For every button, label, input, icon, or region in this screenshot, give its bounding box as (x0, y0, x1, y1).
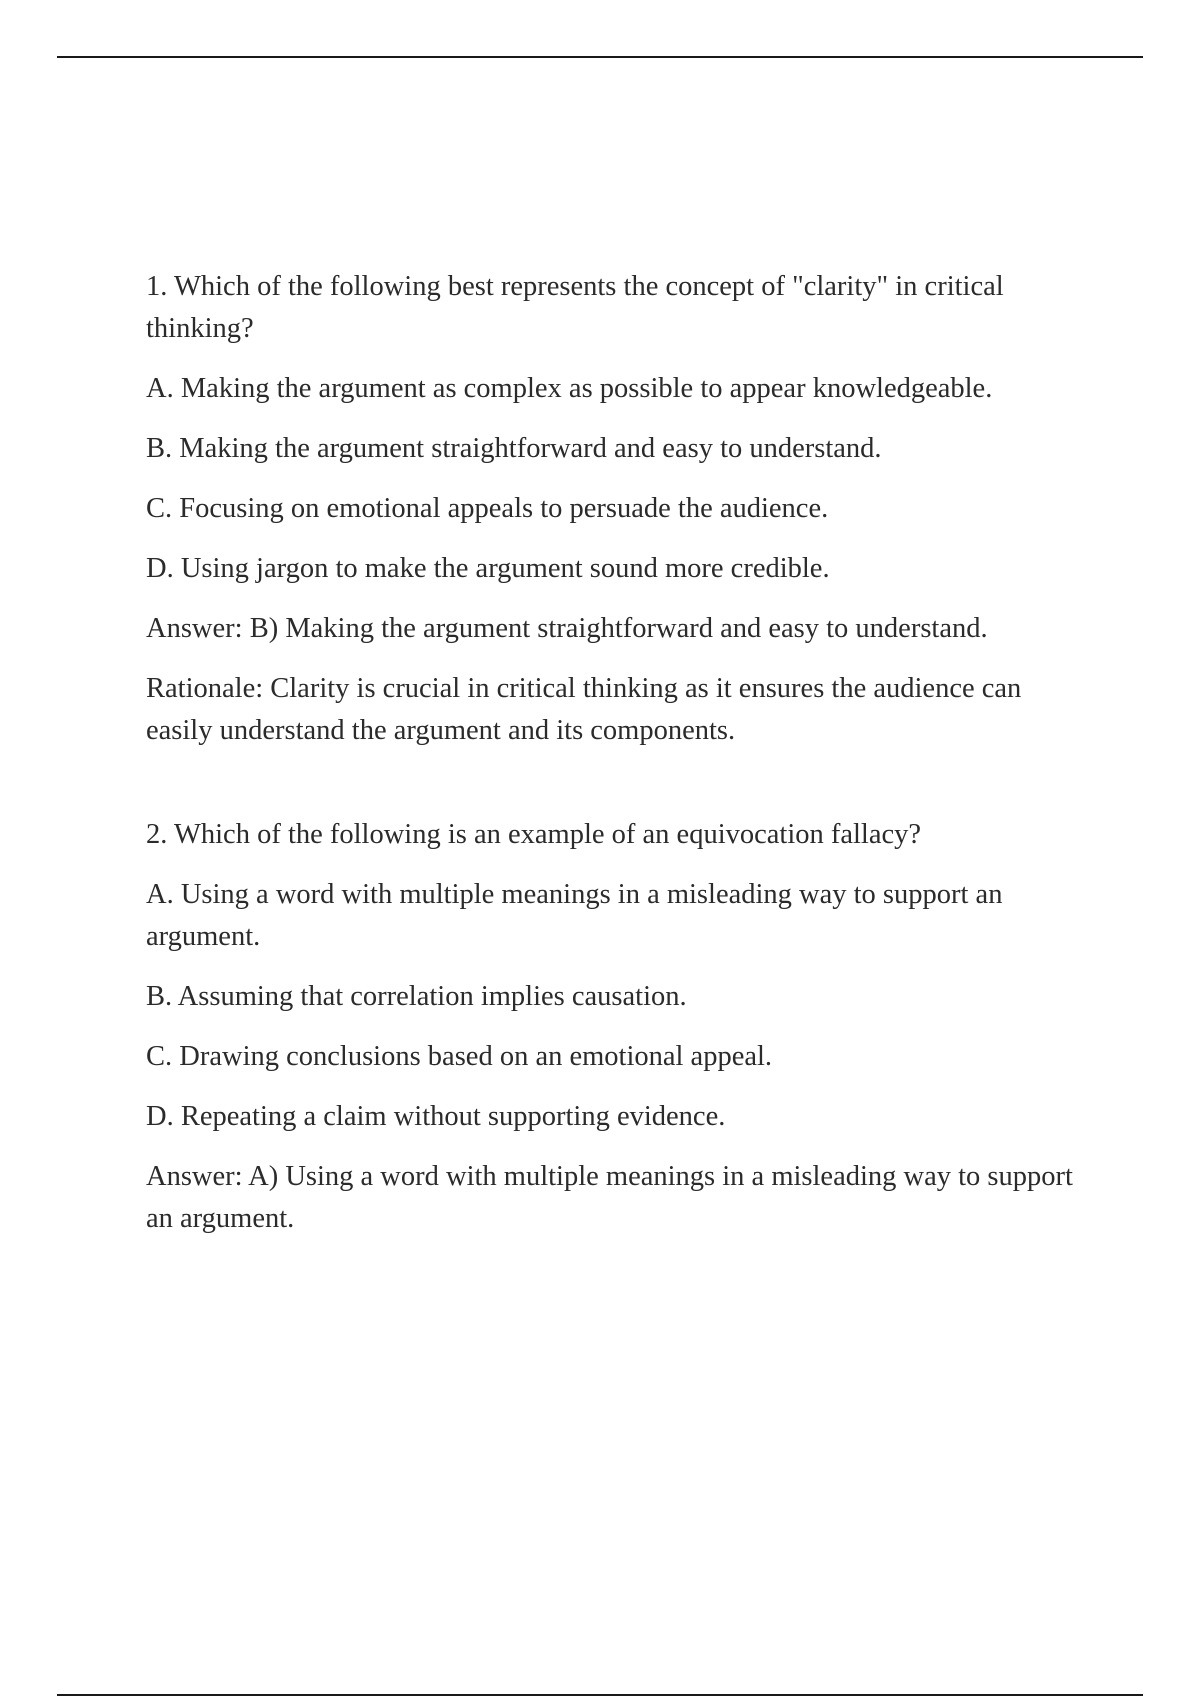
option-b: B. Assuming that correlation implies causation. (146, 981, 687, 1012)
question-text: 2. Which of the following is an example of an equivocation fallacy? (146, 819, 922, 850)
option-d: D. Using jargon to make the argument sound more credible. (146, 553, 830, 584)
option-c: C. Focusing on emotional appeals to persuade the audience. (146, 493, 829, 524)
bottom-divider (57, 1694, 1143, 1696)
question-text: 1. Which of the following best represents the concept of "clarity" in critical thinking? (146, 271, 1004, 344)
answer-text: Answer: B) Making the argument straightforward and easy to understand. (146, 613, 988, 644)
answer-text: Answer: A) Using a word with multiple meanings in a misleading way to support an argument. (146, 1161, 1073, 1234)
option-b: B. Making the argument straightforward and easy to understand. (146, 433, 882, 464)
question-1 (146, 266, 1086, 752)
option-a: A. Using a word with multiple meanings in a misleading way to support an argument. (146, 879, 1003, 952)
option-a: A. Making the argument as complex as possible to appear knowledgeable. (146, 373, 993, 404)
top-divider (57, 56, 1143, 58)
rationale-text: Rationale: Clarity is crucial in critical thinking as it ensures the audience can easily understand the argument and its components. (146, 673, 1022, 746)
document-body (146, 266, 1086, 1258)
option-c: C. Drawing conclusions based on an emotional appeal. (146, 1041, 773, 1072)
option-d: D. Repeating a claim without supporting evidence. (146, 1101, 726, 1132)
question-2 (146, 814, 1086, 1240)
